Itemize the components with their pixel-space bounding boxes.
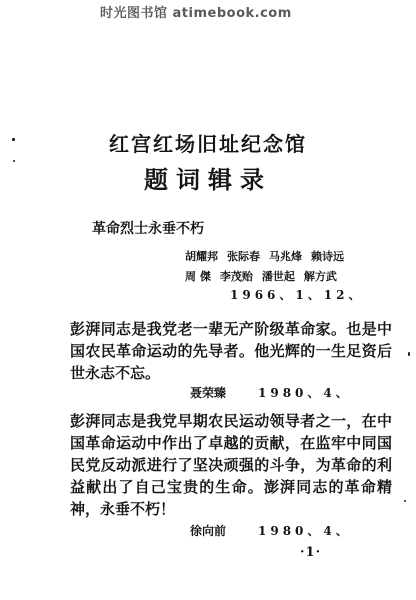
signatory-name: 胡耀邦 [185,250,218,263]
inscription-3-signature: 徐向前 [190,524,227,538]
book-title: 红宫红场旧址纪念馆 [109,132,307,156]
watermark: 时光图书馆 atimebook.com [100,6,292,21]
signatory-name: 张际春 [227,250,260,263]
signatory-name: 马兆烽 [269,250,302,263]
signatory-row-2 [185,268,346,284]
signatory-name: 周 傑 [185,270,211,283]
signatory-name: 李茂贻 [219,270,253,283]
inscription-2-date: 1980、4、 [258,386,352,400]
inscription-2-text: 彭湃同志是我党老一辈无产阶级革命家。也是中国农民革命运动的先导者。他光辉的一生足资后世永志不忘。 [70,320,392,382]
inscription-1-date: 1966、1、12、 [230,288,365,302]
scan-mark-right-2 [404,500,406,502]
signatory-name: 潘世起 [261,270,295,283]
scan-mark-right [408,352,410,356]
inscription-2-signature: 聂荣臻 [190,386,227,400]
signatory-row-1 [185,248,353,264]
book-subtitle: 题词辑录 [144,165,272,194]
signatory-name: 赖诗远 [311,250,344,263]
page-number: ·1· [300,545,322,560]
inscription-3-text: 彭湃同志是我党早期农民运动领导者之一，在中国革命运动中作出了卓越的贡献，在监牢中同国民党反动派进行了坚决顽强的斗争，为革命的利益献出了自己宝贵的生命。澎湃同志的革命精神，永垂不朽！ [70,412,392,518]
inscription-3-date: 1980、4、 [258,524,352,538]
signatory-name: 解方武 [303,270,337,283]
inscription-1-heading: 革命烈士永垂不朽 [92,221,204,237]
